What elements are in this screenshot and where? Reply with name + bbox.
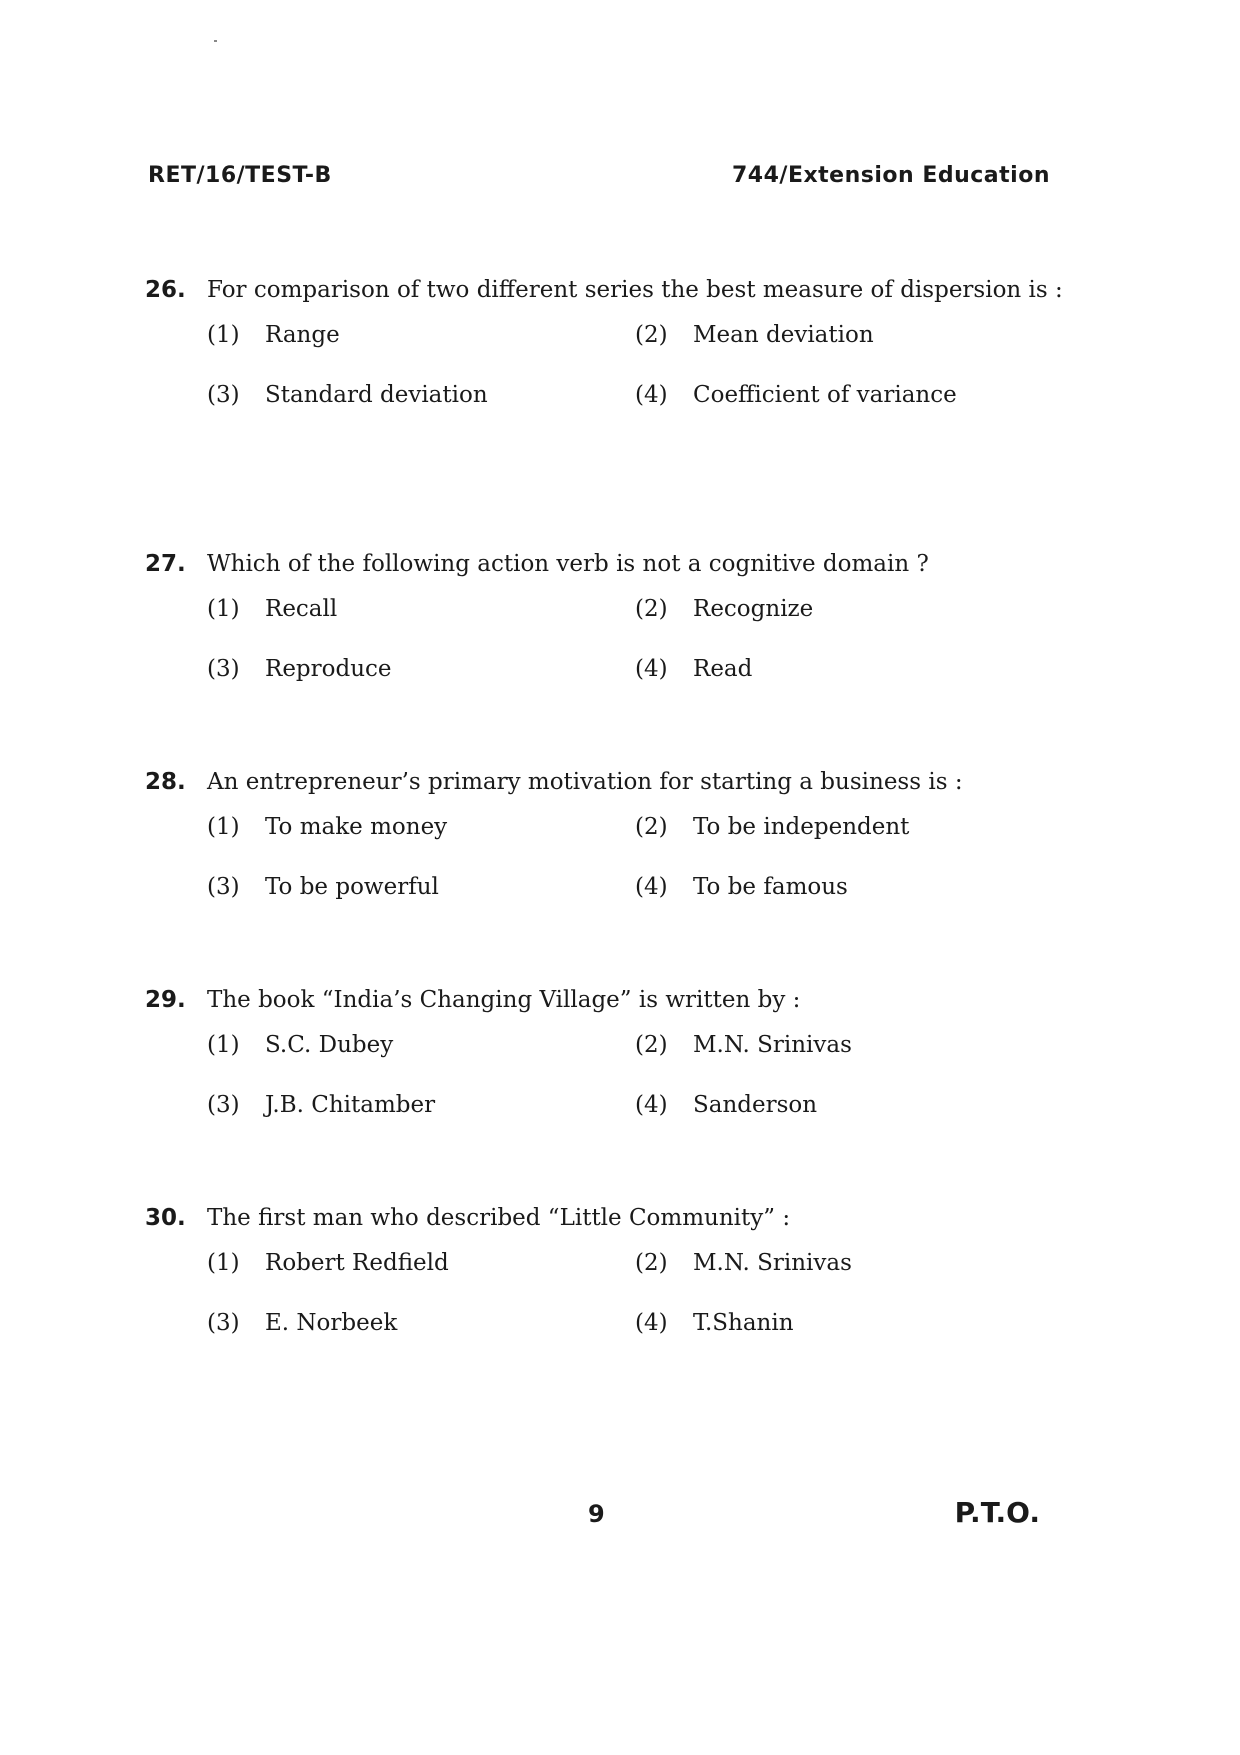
option-number: (2): [635, 322, 668, 348]
option-number: (3): [207, 656, 240, 682]
option-text: J.B. Chitamber: [265, 1092, 436, 1118]
option-number: (1): [207, 1250, 240, 1276]
answer-options: [145, 596, 1065, 716]
option-3: [207, 1310, 397, 1336]
option-text: Mean deviation: [693, 322, 874, 348]
option-number: (3): [207, 1092, 240, 1118]
option-1: [207, 1250, 449, 1276]
question-number: 28.: [145, 769, 186, 795]
question-26: [145, 262, 1065, 442]
option-number: (3): [207, 1310, 240, 1336]
option-4: [635, 656, 752, 682]
question-29: [145, 972, 1065, 1152]
question-stem: [145, 972, 1065, 1028]
option-4: [635, 1092, 817, 1118]
option-number: (1): [207, 1032, 240, 1058]
option-text: Recall: [265, 596, 338, 622]
option-text: Coefficient of variance: [693, 382, 957, 408]
option-2: [635, 322, 874, 348]
option-text: M.N. Srinivas: [693, 1250, 852, 1276]
option-2: [635, 596, 813, 622]
question-number: 27.: [145, 551, 186, 577]
option-text: Standard deviation: [265, 382, 488, 408]
option-number: (2): [635, 1250, 668, 1276]
option-3: [207, 382, 488, 408]
question-30: [145, 1190, 1065, 1370]
option-2: [635, 1250, 852, 1276]
option-text: Read: [693, 656, 753, 682]
option-number: (4): [635, 382, 668, 408]
option-number: (1): [207, 322, 240, 348]
scan-speck: [214, 40, 217, 42]
question-text: For comparison of two different series the best measure of dispersion is :: [207, 277, 1063, 303]
option-4: [635, 382, 957, 408]
option-1: [207, 814, 447, 840]
question-27: [145, 536, 1065, 716]
option-number: (2): [635, 596, 668, 622]
option-4: [635, 1310, 794, 1336]
option-2: [635, 1032, 852, 1058]
option-number: (4): [635, 1092, 668, 1118]
question-number: 26.: [145, 277, 186, 303]
question-text: The first man who described “Little Community” :: [207, 1205, 791, 1231]
option-3: [207, 874, 439, 900]
option-2: [635, 814, 909, 840]
option-text: Range: [265, 322, 340, 348]
question-text: The book “India’s Changing Village” is written by :: [207, 987, 801, 1013]
question-stem: [145, 262, 1065, 318]
option-text: E. Norbeek: [265, 1310, 398, 1336]
option-text: To make money: [265, 814, 448, 840]
option-4: [635, 874, 848, 900]
option-number: (4): [635, 874, 668, 900]
option-3: [207, 656, 392, 682]
option-number: (2): [635, 814, 668, 840]
option-number: (3): [207, 382, 240, 408]
option-number: (2): [635, 1032, 668, 1058]
option-text: To be powerful: [265, 874, 439, 900]
answer-options: [145, 1250, 1065, 1370]
option-1: [207, 1032, 393, 1058]
question-text: An entrepreneur’s primary motivation for starting a business is :: [207, 769, 963, 795]
option-text: S.C. Dubey: [265, 1032, 394, 1058]
option-text: Recognize: [693, 596, 814, 622]
question-text: Which of the following action verb is not a cognitive domain ?: [207, 551, 929, 577]
option-number: (1): [207, 814, 240, 840]
answer-options: [145, 1032, 1065, 1152]
option-text: Sanderson: [693, 1092, 818, 1118]
option-text: Reproduce: [265, 656, 392, 682]
option-text: To be independent: [693, 814, 910, 840]
question-number: 29.: [145, 987, 186, 1013]
question-number: 30.: [145, 1205, 186, 1231]
answer-options: [145, 322, 1065, 442]
option-text: T.Shanin: [693, 1310, 794, 1336]
answer-options: [145, 814, 1065, 934]
subject-title: 744/Extension Education: [731, 163, 1050, 188]
paper-code: RET/16/TEST-B: [148, 163, 332, 188]
option-1: [207, 596, 337, 622]
pto-label: P.T.O.: [954, 1496, 1040, 1529]
option-text: M.N. Srinivas: [693, 1032, 852, 1058]
page-number: 9: [588, 1500, 605, 1528]
question-stem: [145, 1190, 1065, 1246]
option-number: (4): [635, 656, 668, 682]
option-text: Robert Redfield: [265, 1250, 449, 1276]
question-28: [145, 754, 1065, 934]
question-stem: [145, 536, 1065, 592]
option-number: (4): [635, 1310, 668, 1336]
question-stem: [145, 754, 1065, 810]
option-3: [207, 1092, 435, 1118]
option-number: (3): [207, 874, 240, 900]
option-text: To be famous: [693, 874, 848, 900]
option-number: (1): [207, 596, 240, 622]
option-1: [207, 322, 340, 348]
